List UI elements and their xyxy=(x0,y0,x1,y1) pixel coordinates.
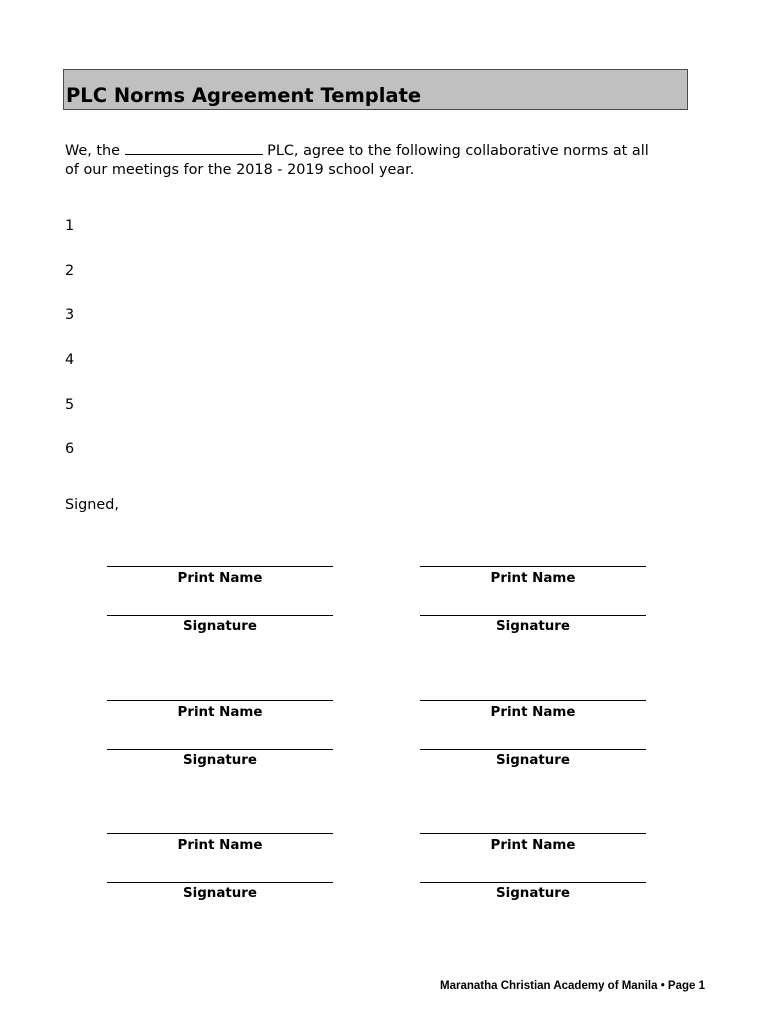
title-box xyxy=(63,69,688,110)
intro-line-1 xyxy=(65,140,690,161)
print-name-label: Print Name xyxy=(177,571,263,586)
norm-number-4: 4 xyxy=(65,352,75,368)
norm-number-6: 6 xyxy=(65,441,75,457)
print-name-label: Print Name xyxy=(177,705,263,720)
norm-number-1: 1 xyxy=(65,218,75,234)
signature-line[interactable] xyxy=(420,882,646,883)
signed-label: Signed, xyxy=(65,497,119,513)
signature-line[interactable] xyxy=(107,882,333,883)
print-name-line[interactable] xyxy=(107,566,333,567)
print-name-line[interactable] xyxy=(107,833,333,834)
signature-label: Signature xyxy=(495,886,570,901)
print-name-line[interactable] xyxy=(420,566,646,567)
print-name-line[interactable] xyxy=(107,700,333,701)
intro-line-2: of our meetings for the 2018 - 2019 school year. xyxy=(65,162,415,178)
norm-number-3: 3 xyxy=(65,307,75,323)
intro-prefix: We, the xyxy=(65,143,121,159)
print-name-line[interactable] xyxy=(420,700,646,701)
page-footer: Maranatha Christian Academy of Manila • Page 1 xyxy=(440,980,705,992)
print-name-line[interactable] xyxy=(420,833,646,834)
print-name-label: Print Name xyxy=(490,838,576,853)
norm-number-5: 5 xyxy=(65,397,75,413)
signature-label: Signature xyxy=(182,886,257,901)
signature-line[interactable] xyxy=(420,749,646,750)
document-title: PLC Norms Agreement Template xyxy=(66,84,422,107)
plc-name-blank[interactable] xyxy=(125,140,263,155)
intro-paragraph xyxy=(65,140,690,180)
print-name-label: Print Name xyxy=(177,838,263,853)
norm-number-2: 2 xyxy=(65,263,75,279)
signature-label: Signature xyxy=(495,753,570,768)
signature-label: Signature xyxy=(182,619,257,634)
signature-label: Signature xyxy=(182,753,257,768)
intro-suffix: PLC, agree to the following collaborative norms at all xyxy=(267,143,649,159)
print-name-label: Print Name xyxy=(490,571,576,586)
signature-label: Signature xyxy=(495,619,570,634)
signature-line[interactable] xyxy=(420,615,646,616)
print-name-label: Print Name xyxy=(490,705,576,720)
signature-line[interactable] xyxy=(107,749,333,750)
signature-line[interactable] xyxy=(107,615,333,616)
